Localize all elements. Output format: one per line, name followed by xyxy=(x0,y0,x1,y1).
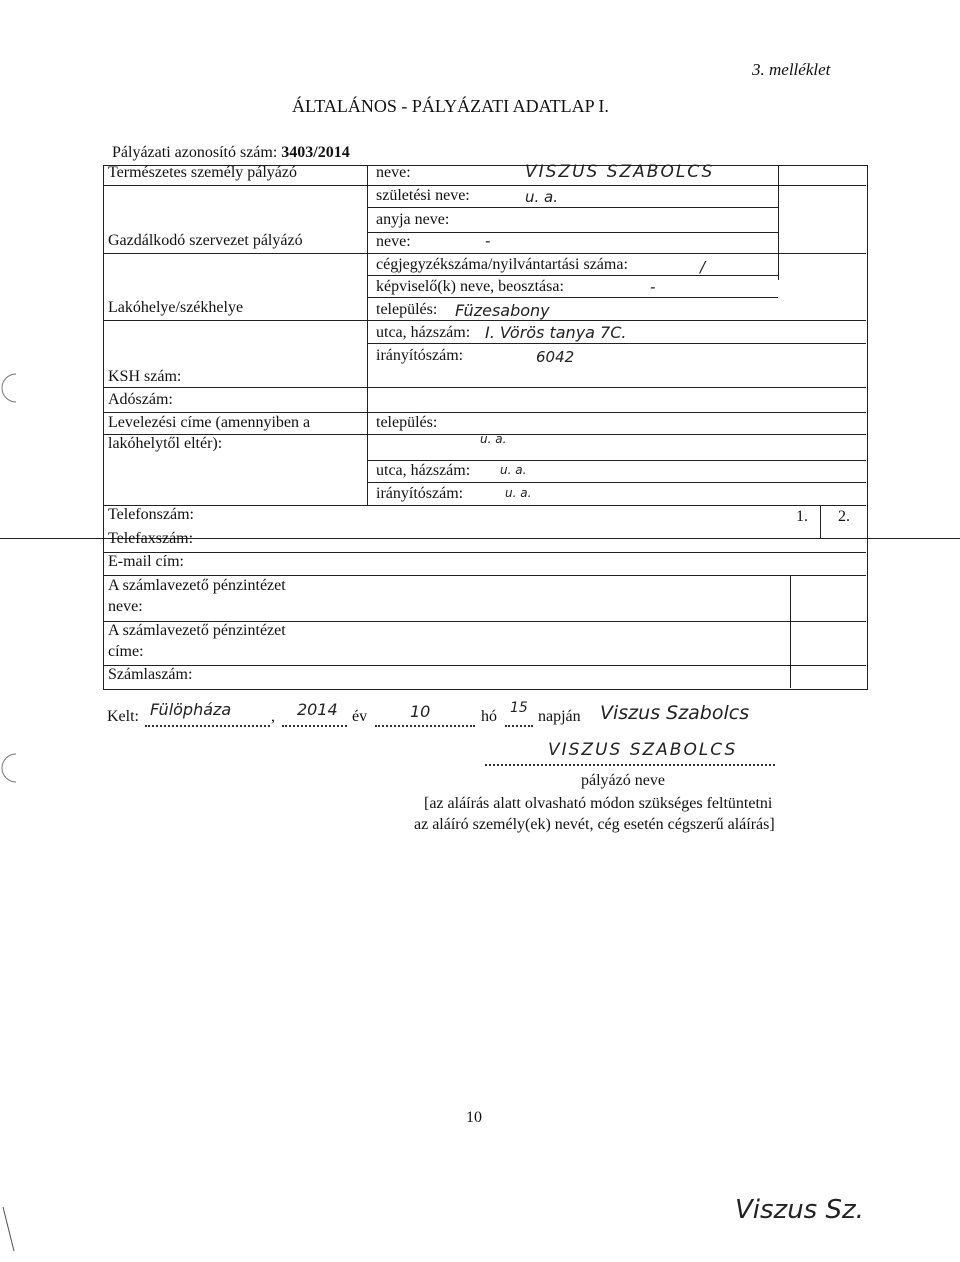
applicant-name-dots xyxy=(485,764,775,766)
handwritten-representative-dash: - xyxy=(650,278,656,296)
page-number-1: 1. xyxy=(796,508,808,525)
representative-field-label: képviselő(k) neve, beosztása: xyxy=(376,278,564,295)
edge-mark xyxy=(0,1205,20,1255)
mother-name-field-label: anyja neve: xyxy=(376,211,450,228)
row-line xyxy=(368,343,866,344)
applicant-name-caption: pályázó neve xyxy=(581,772,665,789)
mail-zip-field-label: irányítószám: xyxy=(376,485,464,502)
ksh-label: KSH szám: xyxy=(108,368,182,385)
handwritten-name: VISZUS SZABOLCS xyxy=(525,162,715,182)
handwritten-printed-name: VISZUS SZABOLCS xyxy=(548,740,738,760)
page-title: ÁLTALÁNOS - PÁLYÁZATI ADATLAP I. xyxy=(292,96,609,116)
handwritten-mail-settlement: u. a. xyxy=(480,432,507,446)
page-number: 10 xyxy=(466,1109,482,1126)
email-label: E-mail cím: xyxy=(108,553,184,570)
bank-address-label: A számlavezető pénzintézet xyxy=(108,622,286,639)
handwritten-mail-street: u. a. xyxy=(500,463,527,477)
row-line xyxy=(103,665,866,666)
month-dots xyxy=(375,725,475,727)
row-line xyxy=(103,412,866,413)
row-line xyxy=(368,482,866,483)
bank-name-label: A számlavezető pénzintézet xyxy=(108,577,286,594)
row-line xyxy=(368,460,866,461)
row-line xyxy=(103,253,866,254)
name-field-label: neve: xyxy=(376,164,411,181)
bank-address-label-2: címe: xyxy=(108,643,144,660)
mailing-address-label-2: lakóhelytől eltér): xyxy=(108,435,223,452)
annex-label: 3. melléklet xyxy=(752,60,831,79)
signature-note-line-1: [az aláírás alatt olvasható módon szükséges feltüntetni xyxy=(424,795,773,812)
mailing-address-label: Levelezési címe (amennyiben a xyxy=(108,414,311,431)
handwritten-business-dash: - xyxy=(485,232,491,250)
row-line xyxy=(103,320,866,321)
row-line xyxy=(103,185,866,186)
page-number-divider xyxy=(820,505,821,538)
day-dots xyxy=(505,725,533,727)
account-number-label: Számlaszám: xyxy=(108,666,193,683)
street-field-label: utca, házszám: xyxy=(376,324,471,341)
business-label: Gazdálkodó szervezet pályázó xyxy=(108,232,303,249)
application-id-label xyxy=(112,144,350,162)
row-line xyxy=(368,232,778,233)
punch-hole-mark xyxy=(0,748,24,788)
handwritten-place: Fülöpháza xyxy=(150,700,232,719)
tax-number-label: Adószám: xyxy=(108,391,173,408)
row-line xyxy=(368,207,778,208)
handwritten-day: 15 xyxy=(510,700,528,716)
comma: , xyxy=(271,708,275,725)
birth-name-field-label: születési neve: xyxy=(376,187,470,204)
fax-label: Telefaxszám: xyxy=(108,530,194,547)
mail-street-field-label: utca, házszám: xyxy=(376,462,471,479)
handwritten-birth-name: u. a. xyxy=(525,188,559,206)
year-dots xyxy=(282,725,347,727)
phone-label: Telefonszám: xyxy=(108,506,194,523)
place-dots xyxy=(145,725,270,727)
handwritten-street: I. Vörös tanya 7C. xyxy=(485,323,627,342)
business-name-field-label: neve: xyxy=(376,233,411,250)
column-divider-lower xyxy=(790,575,791,688)
handwritten-mail-zip: u. a. xyxy=(505,486,532,500)
application-id-value: 3403/2014 xyxy=(281,144,350,161)
registry-field-label: cégjegyzékszáma/nyilvántartási száma: xyxy=(376,256,628,273)
settlement-field-label: település: xyxy=(376,301,438,318)
column-divider-right xyxy=(778,165,779,280)
handwritten-month: 10 xyxy=(410,702,431,721)
row-line xyxy=(103,575,866,576)
day-label: napján xyxy=(538,708,581,725)
row-line xyxy=(103,552,866,553)
handwritten-zip: 6042 xyxy=(536,348,575,366)
handwritten-settlement: Füzesabony xyxy=(455,301,550,320)
application-id-text: Pályázati azonosító szám: xyxy=(112,144,278,161)
signature-note-line-2: az aláíró személy(ek) nevét, cég esetén cégszerű aláírás] xyxy=(414,816,775,833)
page-number-2: 2. xyxy=(838,508,850,525)
mail-settlement-field-label: település: xyxy=(376,414,438,431)
month-label: hó xyxy=(481,708,497,725)
year-label: év xyxy=(352,708,368,725)
kelt-label: Kelt: xyxy=(107,708,139,725)
bank-name-label-2: neve: xyxy=(108,598,143,615)
page-signature: Viszus Sz. xyxy=(735,1195,864,1225)
handwritten-year: 2014 xyxy=(297,700,338,719)
column-divider xyxy=(367,165,368,505)
punch-hole-mark xyxy=(0,368,24,408)
row-line xyxy=(103,505,866,506)
zip-field-label: irányítószám: xyxy=(376,347,464,364)
handwritten-signature: Viszus Szabolcs xyxy=(600,702,750,724)
residence-label: Lakóhelye/székhelye xyxy=(108,299,244,316)
handwritten-registry-mark: / xyxy=(700,258,706,276)
row-line xyxy=(103,387,866,388)
natural-person-label: Természetes személy pályázó xyxy=(108,164,298,181)
row-line xyxy=(368,297,778,298)
row-line xyxy=(368,275,778,276)
